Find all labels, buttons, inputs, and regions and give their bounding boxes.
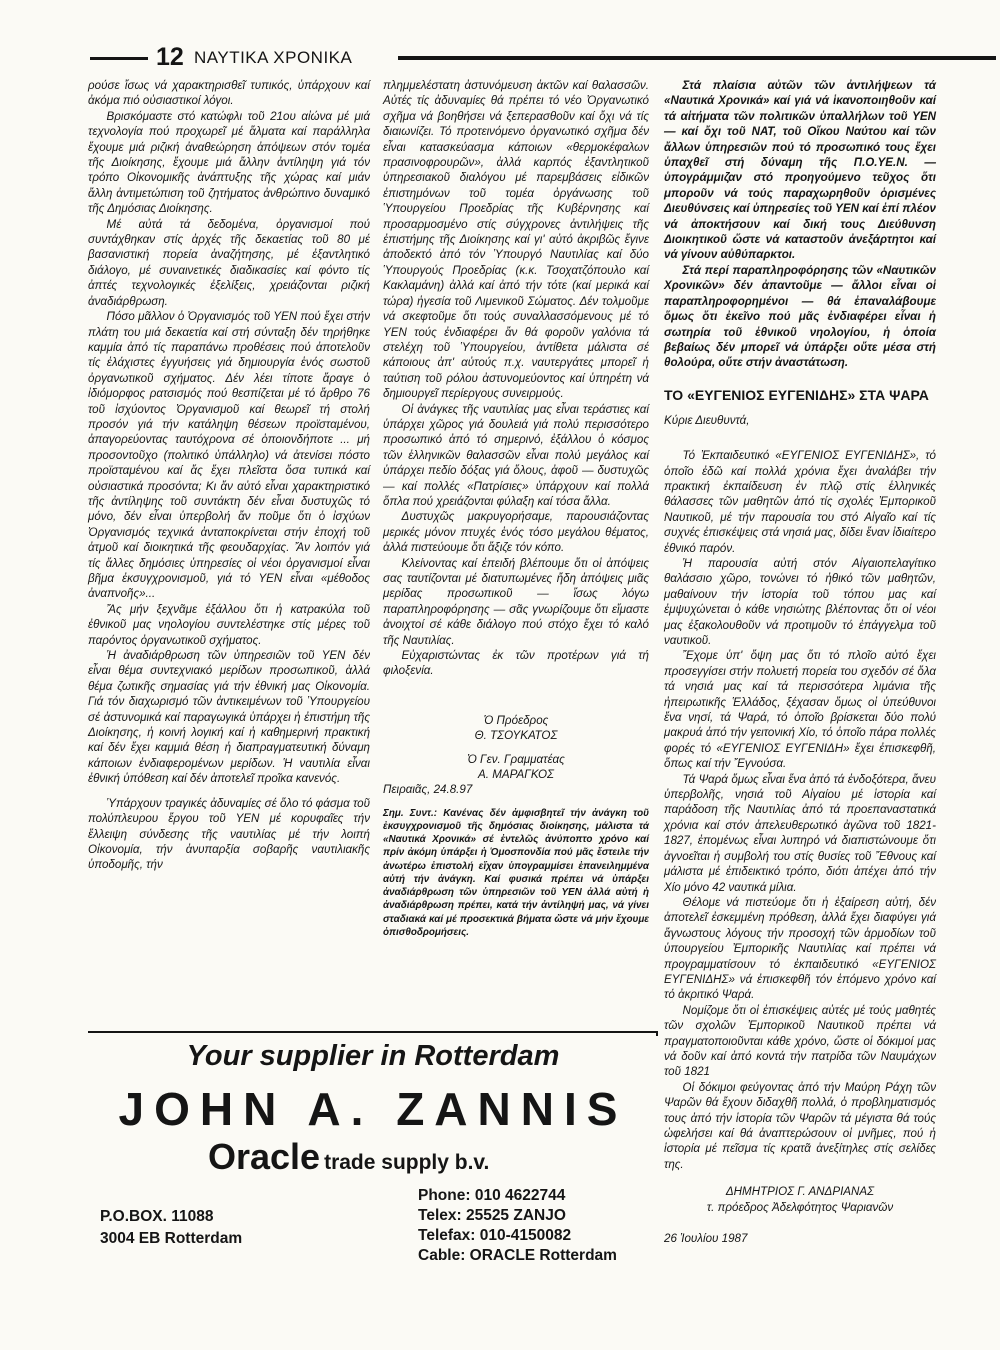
advert-telefax: Telefax: 010-4150082 [418, 1227, 572, 1244]
signature-role: Ὁ Πρόεδρος [483, 713, 549, 727]
advert-tagline: Your supplier in Rotterdam [186, 1040, 560, 1072]
signature-title: τ. πρόεδρος Ἀδελφότητος Ψαριανῶν [706, 1200, 894, 1214]
publication-title: ΝΑΥΤΙΚΑ ΧΡΟΝΙΚΑ [194, 48, 353, 67]
letter-signature [383, 713, 649, 783]
paragraph: Τά Ψαρά ὅμως εἶναι ἕνα ἀπό τά ἐνδοξότερα, ἄνευ ὑπερβολῆς, νησιά τοῦ Αἰγαίου μέ ἱστορία καί παράδοση τῆς Ναυτιλίας ἀπό τά προεπαναστατικά χρόνια καί στόν ἀπελευθερωτικό ἀγῶνα τοῦ 1821-1827, ἐπομένως εἶναι λυπηρό νά διαπιστώνουμε ὅτι ἀγνοεῖται ἡ συμβολή του στίς θυσίες τοῦ Ἔθνους καί μάλιστα μέ ἐπιδεικτικό τρόπο, διότι ἀπέχει ἀπό τήν Χίο μόνο 42 ναυτικά μίλια. [664, 772, 936, 894]
header-rule-right [398, 56, 996, 60]
paragraph: Εὐχαριστώντας ἐκ τῶν προτέρων γιά τή φιλοξενία. [383, 649, 649, 678]
signature-name: ΔΗΜΗΤΡΙΟΣ Γ. ΑΝΔΡΙΑΝΑΣ [725, 1185, 875, 1199]
letter-date: 26 Ἰουλίου 1987 [664, 1232, 748, 1246]
paragraph: Ὑπάρχουν τραγικές ἀδυναμίες σέ ὅλο τό φάσμα τοῦ πολύπλευρου ἔργου τοῦ ΥΕΝ μέ κορυφαῖες τήν ἔλλειψη σύνδεσης τῆς ναυτιλίας μέ τήν λοιπή Οἰκονομία, τήν ἀνυπαρξία σοβαρῆς ναυτιλιακῆς ὑποδομῆς, τήν [88, 796, 370, 872]
signature-role: Ὁ Γεν. Γραμματέας [467, 752, 565, 766]
advert-address-line: P.O.BOX. 11088 [100, 1208, 214, 1225]
header-rule-left [90, 57, 148, 60]
paragraph: Βρισκόμαστε στό κατώφλι τοῦ 21ου αἰώνα μέ μιά τεχνολογία πού προχωρεῖ μέ ἅλματα καί παράλληλα ἔχουμε μιά ριζική ἀναθεώρηση ἀπόψεων στόν τομέα τῆς Διοίκησης, ἔχουμε μιά ἄλλην ἀντίληψη γιά τόν τρόπο Οἰκονομικῆς ἀνάπτυξης τῆς χώρας καί μιάν ἄλλη ἀντιμετώπιση τοῦ ζητήματος ἀνθρώπινο δυναμικό τῆς Δημόσιας Διοίκησης. [88, 109, 370, 216]
paragraph: Νομίζομε ὅτι οἱ ἐπισκέψεις αὐτές μέ τούς μαθητές τῶν σχολῶν Ἐμπορικοῦ Ναυτικοῦ πρέπει νά πραγματοποιοῦνται κάθε χρόνο, ὥστε οἱ δόκιμοί μας νά δοῦν καί ἀπό κοντά τήν πατρίδα τῶν Ναυμάχων τοῦ 1821 [664, 1003, 936, 1079]
paragraph: Δυστυχῶς μακρυγορήσαμε, παρουσιάζοντας μερικές μόνον πτυχές ἑνός τόσο μεγάλου θέματος, ἀλλά πιστεύουμε ὅτι ἄξιζε τόν κόπο. [383, 510, 649, 555]
article-column-2 [383, 78, 649, 939]
paragraph: Ἄς μήν ξεχνᾶμε ἐξάλλου ὅτι ἡ κατρακύλα τοῦ ἐθνικοῦ μας νηολογίου συντελέστηκε στίς μέρες τοῦ παρόντος ὀργανωτικοῦ σχήματος. [88, 602, 370, 647]
page-number: 12 [156, 43, 184, 71]
advert-telex: Telex: 25525 ZANJO [418, 1207, 566, 1224]
advert-brand-suffix: trade supply b.v. [324, 1151, 490, 1174]
advert-contacts [418, 1186, 617, 1266]
paragraph: Ἔχομε ὑπ' ὄψη μας ὅτι τό πλοῖο αὐτό ἔχει προσεγγίσει στήν πολυετή πορεία του σχεδόν σέ ὅλα τά νησιά μας καί τά περισσότερα λιμάνια τῆς ἠπειρωτικῆς Ἑλλάδος, ξέχασαν ὅμως οἱ ὑπεύθυνοι ἕνα νησί, τά Ψαρά, τό ὁποῖο βρίσκεται δύο πολύ μακρυά ἀπό τήν γειτονική Χίο, τό ὁποῖο πάρα πολλές φορές τό «ΕΥΓΕΝΙΟΣ ΕΥΓΕΝΙΔΗ» ἔχει ἐπισκεφθῆ, ὅπως καί τήν Ἔγνούσα. [664, 649, 936, 771]
editor-note [383, 807, 649, 939]
paragraph: Οἱ ἀνάγκες τῆς ναυτιλίας μας εἶναι τεράστιες καί ὑπάρχει χῶρος γιά δουλειά γιά πολύ περισσότερο προσωπικό ἀπό τό σημερινό, ἐξάλλου ὁ κόσμος τῶν ἑλληνικῶν θαλασσῶν εἶναι πολύ μεγάλος καί ὑπάρχει πεδίο δόξας γιά ὅλους, ἀφοῦ — δυστυχῶς — καί πολλές «Πατρίσιες» ὑπάρχουν καί πολλά ὅπλα πού χρειάζονται φύλαξη καί τόσα ἄλλα. [383, 402, 649, 508]
paragraph: Στά περί παραπληροφόρησης τῶν «Ναυτικῶν Χρονικῶν» δέν ἀπαντοῦμε — ἄλλοι εἶναι οἱ παραπληροφορημένοι — θά ἐπαναλάβουμε ὅμως ὅτι ἐκεῖνο πού μᾶς ἐνδιαφέρει εἶναι ἡ σωτηρία τοῦ ἐθνικοῦ νηολογίου, ἡ ὁποία βεβαίως δέν μπορεῖ νά ὑπάρξει οὔτε μέσα στή θολούρα, οὔτε στήν ἀναστάτωση. [664, 263, 936, 370]
paragraph: ρούσε ἴσως νά χαρακτηρισθεῖ τυπικός, ὑπάρχουν καί ἀκόμα πιό οὐσιαστικοί λόγοι. [88, 79, 370, 108]
advertisement [88, 1036, 658, 1276]
paragraph: Κλείνοντας καί ἐπειδή βλέπουμε ὅτι οἱ ἀπόψεις σας ταυτίζονται μέ διατυπωμένες ἤδη ἀπόψεις μιᾶς μερίδας προσωπικοῦ — ἴσως λόγω παραπληροφόρησης — σᾶς γνωρίζουμε ὅτι εἴμαστε ἀνοιχτοί σέ κάθε διάλογο πού στόχο ἔχει τό καλό τῆς Ναυτιλίας. [383, 556, 649, 647]
advert-address-line: 3004 EB Rotterdam [100, 1230, 243, 1247]
paragraph: Ἡ παρουσία αὐτή στόν Αἰγαιοπελαγίτικο θαλάσσιο χῶρο, τονώνει τό ἠθικό τῶν μαθητῶν, μαθαίνουν τήν ἱστορία τοῦ τόπου μας καί ἐμψυχώνεται ὁ κάθε νησιώτης βλέποντας ὅτι οἱ νέοι μας ἐξακολουθοῦν νά προτιμοῦν τό ἐπάγγελμα τοῦ ναυτικοῦ. [664, 556, 936, 647]
editor-notes [664, 78, 936, 371]
article-column-3 [664, 78, 936, 1246]
advert-divider [88, 1031, 656, 1033]
advert-cable: Cable: ORACLE Rotterdam [418, 1247, 617, 1264]
paragraph: Οἱ δόκιμοι φεύγοντας ἀπό τήν Μαύρη Ράχη τῶν Ψαρῶν θά ἔχουν διδαχθῆ πολλά, ὁ προβληματισμός τους ἀπό τήν ἱστορία τῶν Ψαρῶν τά μέγιστα θά τούς ὠφελήσει καί θά ἀναπτερώσουν οἱ μνῆμες, πού ἡ ἱστορία μέ πεῖσμα τίς κρατᾶ ἀνεξίτηλες στίς σελίδες της. [664, 1080, 936, 1171]
paragraph: Στά πλαίσια αὐτῶν τῶν ἀντιλήψεων τά «Ναυτικά Χρονικά» καί γιά νά ἱκανοποιηθοῦν καί τά αἰτήματα τῶν πολιτικῶν ὑπαλλήλων τοῦ ΥΕΝ — καί ὄχι τοῦ ΝΑΤ, τοῦ Οἴκου Ναύτου καί τῶν ἄλλων ὑπηρεσιῶν πού τό προσωπικό τους ἔχει ὑπαχθεῖ στή δύναμη τῆς Π.Ο.ΥΕ.Ν. — ὑπογράμμιζαν στό προηγούμενο τεῦχος ὅτι μποροῦν νά τούς παραχωρηθοῦν ὁρισμένες Διευθύνσεις καί ὑπηρεσίες τοῦ ΥΕΝ καί ἐπί πλέον νά ἀποκτήσουν καί δική τους Διεύθυνση Διοικητικοῦ ὥστε νά καταστοῦν ἀνεξάρτητοι καί νά γίνουν αὐθύπαρκτοι. [664, 79, 936, 262]
letter-place-date: Πειραιᾶς, 24.8.97 [383, 783, 473, 797]
paragraph: Θέλομε νά πιστεύομε ὅτι ἡ ἐξαίρεση αὐτή, δέν ἀποτελεῖ ἐσκεμμένη πρόθεση, ἀλλά ἔχει διαφύγει γιά ἄγνωστους λόγους τήν προσοχή τῶν ἁρμοδίων τοῦ ὑπουργείου Ἐμπορικῆς Ναυτιλίας καί πρέπει νά προγραμματίσουν τό ἐκπαιδευτικό «ΕΥΓΕΝΙΟΣ ΕΥΓΕΝΙΔΗΣ» νά ἐπισκεφθῆ τόν ἑπόμενο χρόνο καί τό ἀκριτικό Ψαρά. [664, 895, 936, 1002]
paragraph: Ἡ ἀναδιάρθρωση τῶν ὑπηρεσιῶν τοῦ ΥΕΝ δέν εἶναι θέμα συντεχνιακό μερίδων προσωπικοῦ, ἀλλά θέμα ζωτικῆς σημασίας γιά τήν ἐθνική μας Οἰκονομία. Γιά τόν διαχωρισμό τῶν ἀντικειμένων τοῦ Ὑπουργείου σέ ἀστυνομικά καί παραγωγικά ὑπάρχει ἡ ἐπιστήμη τῆς Διοίκησης, ἡ κοινή λογική καί ἡ καθημερινή πρακτική καί δέν ἔχει καμμιά θέση ἡ διαπραγματευτική δύναμη κάποιων ἐνδιαφερομένων μερίδων. Ἡ ναυτιλία εἶναι ἐθνική ὑπόθεση καί δέν ἀποτελεῖ προῖκα κανενός. [88, 649, 370, 786]
signature-name: Θ. ΤΣΟΥΚΑΤΟΣ [474, 729, 558, 743]
advert-company-name: JOHN A. ZANNIS [118, 1083, 628, 1135]
advert-address [100, 1206, 242, 1250]
article-column-1 [88, 78, 370, 873]
article-heading: ΤΟ «ΕΥΓΕΝΙΟΣ ΕΥΓΕΝΙΔΗΣ» ΣΤΑ ΨΑΡΑ [664, 386, 929, 403]
paragraph: Τό Ἐκπαιδευτικό «ΕΥΓΕΝΙΟΣ ΕΥΓΕΝΙΔΗΣ», τό ὁποῖο ἐδῶ καί πολλά χρόνια ἔχει ἀναλάβει τήν πρακτική ἐκπαίδευση ἐν πλῷ στίς ἑλληνικές θάλασσες τῶν μαθητῶν ἀπό τίς σχολές Ἐμπορικοῦ Ναυτικοῦ, μέ τήν παρουσία του στό Αἰγαῖο καί τίς συχνές ἐπισκέψεις στά νησιά μας, δίδει ἕναν ἰδιαίτερο ἐθνικό παρόν. [664, 449, 936, 555]
editor-note-text: Σημ. Συντ.: Κανένας δέν ἀμφισβητεῖ τήν ἀνάγκη τοῦ ἐκσυγχρονισμοῦ τῆς δημόσιας διοίκησης, μάλιστα τά «Ναυτικά Χρονικά» σέ ἐντελῶς ἀνύποπτο χρόνο καί πρίν ἀκόμη ὑπάρξει ἡ Ὁμοσπονδία πού μᾶς ἔστειλε τήν ἀνωτέρω ἐπιστολή εἴχαν ὑπογραμμίσει ἐπανειλημμένα αὐτή τήν ἀνάγκη. Καί φυσικά πρέπει νά ὑπάρξει ἀναδιάρθρωση τῶν ὑπηρεσιῶν τοῦ ΥΕΝ ἀλλά αὐτή ἡ ἀναδιάρθρωση πρέπει, κατά τήν ἀντίληψή μας, νά γίνει σταδιακά καί μέ προσεκτικά βήματα ὥστε νά μήν ἔχουμε ὀπισθοδρομήσεις. [383, 807, 649, 938]
signature-name: Α. ΜΑΡΑΓΚΟΣ [478, 768, 554, 782]
salutation: Κύριε Διευθυντά, [664, 413, 750, 427]
page-header [86, 44, 996, 74]
paragraph: Μέ αὐτά τά δεδομένα, ὀργανισμοί πού συντάχθηκαν στίς ἀρχές τῆς δεκαετίας τοῦ 80 μέ βασανιστική πορεία ἀναζήτησης, μέ ἐξαντλητικό διάλογο, μέ συναινετικές διαδικασίες καί φόντο τίς ἀπτές τεχνολογικές ἐξελίξεις, χρειάζονται ριζική ἀναδιάρθρωση. [88, 217, 370, 308]
paragraph: Πόσο μᾶλλον ὁ Ὀργανισμός τοῦ ΥΕΝ πού ἔχει στήν πλάτη του μιά δεκαετία καί στή σύνταξη δέν τηρήθηκε καμμία ἀπό τίς παραπάνω προθέσεις πού ἀποτελοῦν τίς ἐλάχιστες ἐγγυήσεις γιά δημιουργία ἑνός σωστοῦ ὀργανωτικοῦ σχήματος. Δέν λέει τίποτε ἄραγε ὁ ἰδιόμορφος ρατσισμός πού θεσπίζεται μέ τό ἄρθρο 76 τοῦ ἰσχύοντος Ὀργανισμοῦ καί θεωρεῖ τή στολή προσόν γιά τήν κατάληψη θέσεων προϊσταμένου, ἀπαγορεύοντας ταυτόχρονα σέ ὁποιονδήποτε ... μή προσοντοῦχο (πολιτικό ὑπάλληλο) νά ἀτενίσει πόστο προϊσταμένου καί ἄς ἔχει πλεῖστα ὅσα τυπικά καί οὐσιαστικά προσόντα; Κι ἄν αὐτό εἶναι χαρακτηριστικό τῆς ἀντίληψης τοῦ συντάκτη δέν εἶναι δυστυχῶς τό μόνο, δέν εἶναι ὑπερβολή ἄν ποῦμε ὅτι ὁ ἰσχύων Ὀργανισμός τεχνικά ἀνταποκρίνεται στήν ἐποχή τοῦ ἀτμοῦ καί διοικητικά τῆς φεουδαρχίας. Ἄν λοιπόν γιά τίς ἄλλες δημόσιες ὑπηρεσίες οἱ νέοι ὀργανισμοί εἶναι βῆμα ἐκσυγχρονισμοῦ, γιά τό ΥΕΝ εἶναι «μέθοδος ἀναπνοῆς»... [88, 310, 370, 601]
advert-phone: Phone: 010 4622744 [418, 1187, 566, 1204]
advert-trade-name [208, 1136, 489, 1178]
paragraph: πλημμελέστατη ἀστυνόμευση ἀκτῶν καί θαλασσῶν. Αὐτές τίς ἀδυναμίες θά πρέπει τό νέο Ὀργανωτικό σχῆμα νά βοηθήσει νά ξεπερασθοῦν καί ὄχι νά τίς διαιωνίζει. Τό προτεινόμενο ὀργανωτικό σχῆμα δέν εἶναι κατασκεύασμα κάποιων «θερμοκέφαλων πρασινοφρουρῶν», ἀλλά καρπός ἐξαντλητικοῦ ὑπηρεσιακοῦ διαλόγου μέ παρεμβάσεις εἰδικῶν ἐπιστημόνων τοῦ τομέα ὀργάνωσης τοῦ Ὑπουργείου Προεδρίας τῆς Κυβέρνησης καί προσαρμοσμένο στίς σύγχρονες ἀντιλήψεις τῆς ἐπιστήμης τῆς Διοίκησης καί γι' αὐτό ἀκριβῶς ἔγινε ἀποδεκτό ἀπό τόν Ὑπουργό Ναυτιλίας καί δύο Ὑπουργούς Προεδρίας (κ.κ. Τσοχατζόπουλο καί Κακλαμάνη) ἀλλά καί ἀπό τήν τότε (καί μερικά καί τώρα) ἡγεσία τοῦ Λιμενικοῦ Σώματος. Δέν τολμοῦμε νά σκεφτοῦμε ὅτι τούς συναλλασσόμενους μέ τό ΥΕΝ τούς ἐνδιαφέρει ἄν θά φοροῦν γαλόνια τά στελέχη τοῦ Ὑπουργείου, ἀντίθετα μάλιστα σέ κάποιους ἀπ' αὐτούς π.χ. ναυτεργάτες μπορεῖ ἡ ταύτιση τοῦ ρόλου ἀστυνομεύοντος καί ὑπηρέτη νά δημιουργεῖ περίεργους συνειρμούς. [383, 79, 649, 401]
advert-brand: Oracle [208, 1136, 321, 1177]
